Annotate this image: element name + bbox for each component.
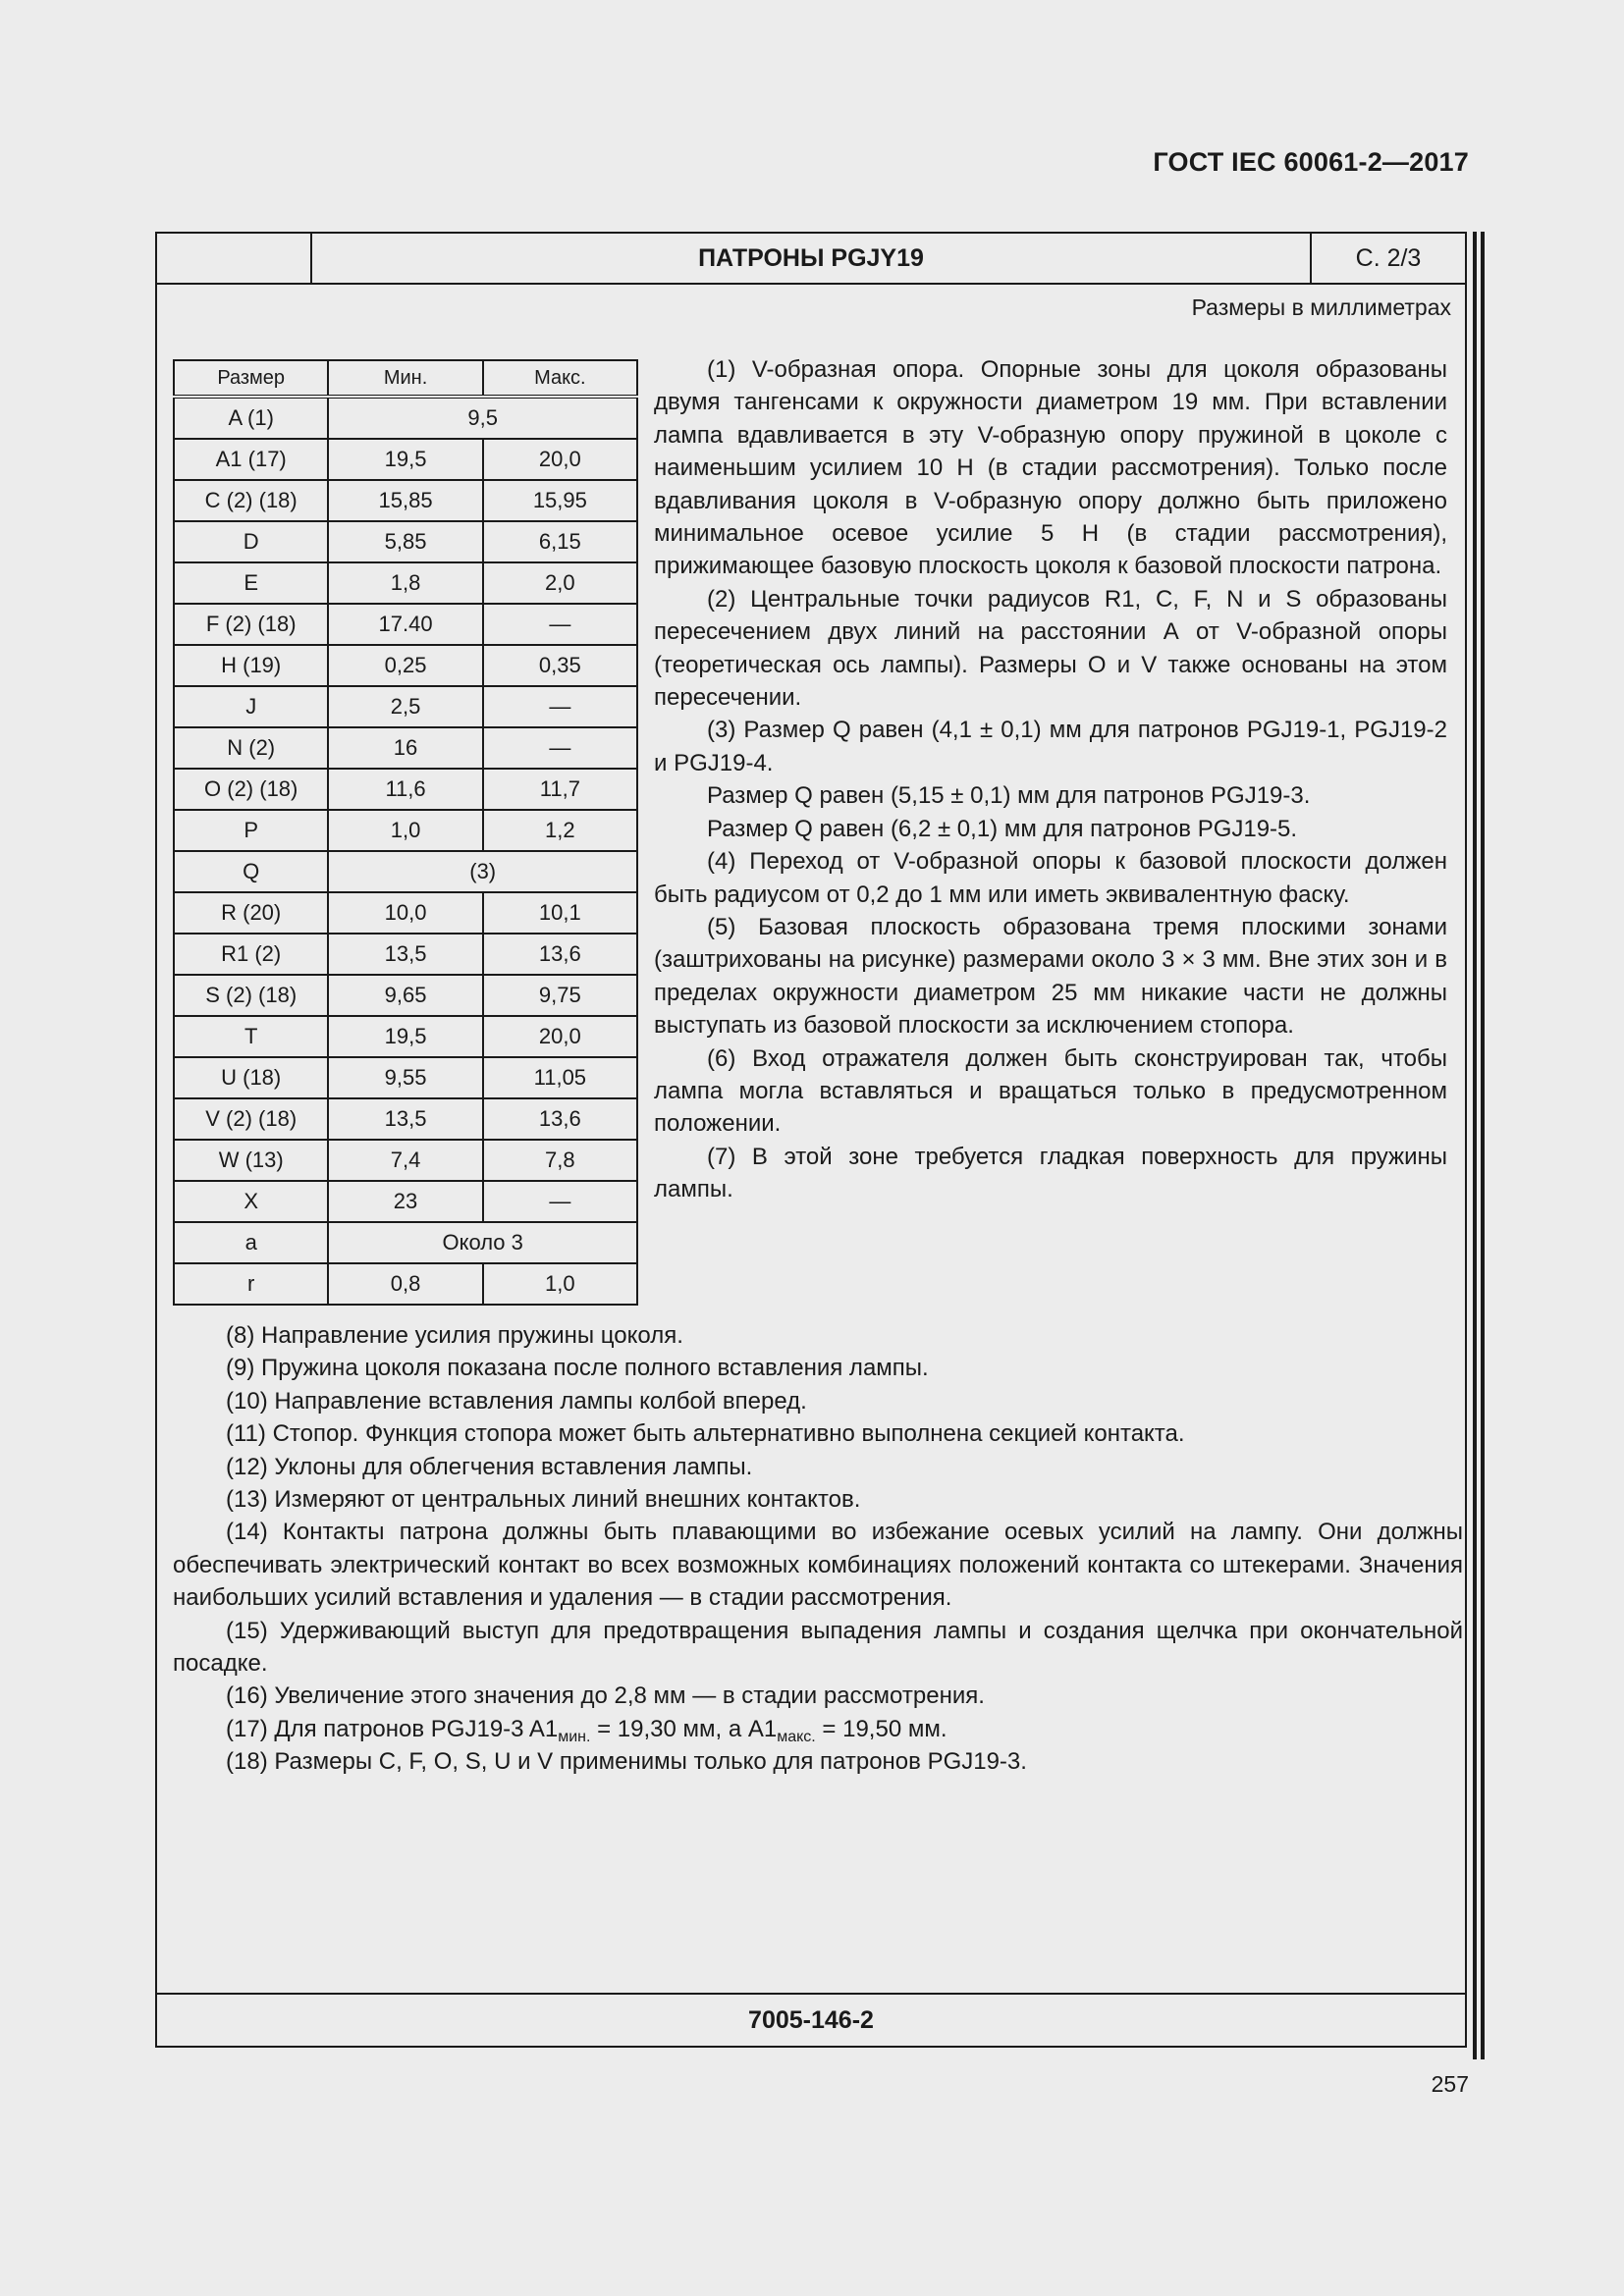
min-value-cell: 17.40 [328, 604, 482, 645]
table-row [174, 1057, 637, 1098]
min-value-cell: 23 [328, 1181, 482, 1222]
page-number: 257 [1431, 2071, 1469, 2097]
table-row [174, 727, 637, 769]
table-row [174, 521, 637, 562]
max-value-cell: — [483, 686, 637, 727]
min-value-cell: 11,6 [328, 769, 482, 810]
note-paragraph: (16) Увеличение этого значения до 2,8 мм — в стадии рассмотрения. [226, 1682, 985, 1710]
table-row [174, 1016, 637, 1057]
note-17: (17) Для патронов PGJ19-3 $A1_{мин.} = 19,30$ мм, а $A1_{макс.} = 19,50$ мм. [226, 1715, 947, 1745]
note-paragraph: (8) Направление усилия пружины цоколя. [226, 1322, 683, 1349]
table-row [174, 1098, 637, 1140]
dimension-name-cell: T [174, 1016, 328, 1057]
dimension-name-cell: A1 (17) [174, 439, 328, 480]
max-value-cell: — [483, 604, 637, 645]
max-value-cell: — [483, 727, 637, 769]
sheet-title: ПАТРОНЫ PGJY19 [698, 244, 924, 272]
notes-bottom-list [173, 1319, 1463, 1713]
table-row [174, 1222, 637, 1263]
min-value-cell: 2,5 [328, 686, 482, 727]
table-row [174, 934, 637, 975]
merged-value-cell: 9,5 [328, 397, 637, 439]
dimension-name-cell: R1 (2) [174, 934, 328, 975]
dimension-name-cell: F (2) (18) [174, 604, 328, 645]
note-paragraph: (3) Размер Q равен (4,1 ± 0,1) мм для патронов PGJ19-1, PGJ19-2 и PGJ19-4. [654, 717, 1447, 776]
max-value-cell: 2,0 [483, 562, 637, 604]
note-paragraph: (14) Контакты патрона должны быть плавающими во избежание осевых усилий на лампу. Они должны обеспечивать электрический контакт во всех возможных комбинациях положений контакта со штекерами. Значения наибольших усилий вставления и удаления — в стадии рассмотрения. [173, 1519, 1463, 1612]
table-row [174, 645, 637, 686]
max-value-cell: 1,2 [483, 810, 637, 851]
header-blank-cell [157, 234, 312, 283]
min-value-cell: 10,0 [328, 892, 482, 934]
table-row [174, 1263, 637, 1305]
max-value-cell: 1,0 [483, 1263, 637, 1305]
column-header: Макс. [483, 360, 637, 397]
dimension-name-cell: a [174, 1222, 328, 1263]
dimension-name-cell: X [174, 1181, 328, 1222]
table-row [174, 975, 637, 1016]
max-value-cell: 13,6 [483, 934, 637, 975]
dimension-name-cell: J [174, 686, 328, 727]
table-row [174, 810, 637, 851]
note-paragraph: (15) Удерживающий выступ для предотвращения выпадения лампы и создания щелчка при окончательной посадке. [173, 1617, 1463, 1678]
sheet-frame [155, 232, 1467, 2048]
sheet-page: С. 2/3 [1310, 234, 1465, 283]
dimension-name-cell: C (2) (18) [174, 480, 328, 521]
max-value-cell: 10,1 [483, 892, 637, 934]
table-row [174, 562, 637, 604]
min-value-cell: 9,55 [328, 1057, 482, 1098]
note-paragraph: (11) Стопор. Функция стопора может быть альтернативно выполнена секцией контакта. [226, 1420, 1185, 1448]
table-row [174, 686, 637, 727]
frame-edge-line [1473, 232, 1477, 2059]
note-paragraph: (12) Уклоны для облегчения вставления лампы. [226, 1453, 753, 1480]
table-body [174, 397, 637, 1305]
table-row [174, 769, 637, 810]
column-header: Размер [174, 360, 328, 397]
sheet-header [157, 234, 1465, 285]
table-row [174, 892, 637, 934]
min-value-cell: 19,5 [328, 1016, 482, 1057]
note-18: (18) Размеры C, F, O, S, U и V применимы только для патронов PGJ19-3. [226, 1748, 1027, 1776]
dimension-name-cell: W (13) [174, 1140, 328, 1181]
max-value-cell: 11,05 [483, 1057, 637, 1098]
note-paragraph: (5) Базовая плоскость образована тремя плоскими зонами (заштрихованы на рисунке) размерами около 3 × 3 мм. Вне этих зон и в пределах окружности диаметром 25 мм никакие части не должны выступать из базовой плоскости за исключением стопора. [654, 913, 1447, 1040]
note-paragraph: (1) V-образная опора. Опорные зоны для цоколя образованы двумя тангенсами к окружности диаметром 19 мм. При вставлении лампа вдавливается в эту V-образную опору пружиной в цоколе с наименьшим усилием 10 Н (в стадии рассмотрения). Только после вдавливания цоколя в V-образную опору должно быть приложено минимальное осевое усилие 5 Н (в стадии рассмотрения), прижимающее базовую плоскость цоколя к базовой плоскости патрона. [654, 356, 1447, 580]
dimension-table [173, 359, 638, 1306]
note-paragraph: (9) Пружина цоколя показана после полного вставления лампы. [226, 1355, 929, 1382]
dimension-name-cell: S (2) (18) [174, 975, 328, 1016]
table-header-row [174, 360, 637, 397]
table-row [174, 480, 637, 521]
merged-value-cell: Около 3 [328, 1222, 637, 1263]
table-row [174, 439, 637, 480]
max-value-cell: 0,35 [483, 645, 637, 686]
min-value-cell: 1,8 [328, 562, 482, 604]
min-value-cell: 7,4 [328, 1140, 482, 1181]
dimension-name-cell: E [174, 562, 328, 604]
dimension-name-cell: D [174, 521, 328, 562]
max-value-cell: 20,0 [483, 439, 637, 480]
min-value-cell: 9,65 [328, 975, 482, 1016]
note-paragraph: (7) В этой зоне требуется гладкая поверхность для пружины лампы. [654, 1143, 1447, 1203]
note-paragraph: Размер Q равен (5,15 ± 0,1) мм для патронов PGJ19-3. [707, 782, 1311, 810]
dimension-name-cell: A (1) [174, 397, 328, 439]
note-paragraph: Размер Q равен (6,2 ± 0,1) мм для патронов PGJ19-5. [707, 815, 1298, 842]
table-row [174, 604, 637, 645]
note-paragraph: (6) Вход отражателя должен быть сконструирован так, чтобы лампа могла вставляться и вращаться только в предусмотренном положении. [654, 1044, 1447, 1138]
dimension-name-cell: U (18) [174, 1057, 328, 1098]
standard-code: ГОСТ IEC 60061-2—2017 [1153, 147, 1469, 177]
table-row [174, 851, 637, 892]
dimension-name-cell: Q [174, 851, 328, 892]
max-value-cell: 13,6 [483, 1098, 637, 1140]
min-value-cell: 13,5 [328, 934, 482, 975]
min-value-cell: 15,85 [328, 480, 482, 521]
min-value-cell: 16 [328, 727, 482, 769]
dimension-name-cell: O (2) (18) [174, 769, 328, 810]
note-paragraph: (2) Центральные точки радиусов R1, C, F, N и S образованы пересечением двух линий на расстоянии А от V-образной опоры (теоретическая ось лампы). Размеры O и V также основаны на этом пересечении. [654, 585, 1447, 712]
max-value-cell: 6,15 [483, 521, 637, 562]
table-row [174, 1140, 637, 1181]
max-value-cell: 7,8 [483, 1140, 637, 1181]
notes-right-column [654, 353, 1447, 1206]
min-value-cell: 5,85 [328, 521, 482, 562]
table-row [174, 1181, 637, 1222]
min-value-cell: 1,0 [328, 810, 482, 851]
max-value-cell: 11,7 [483, 769, 637, 810]
max-value-cell: — [483, 1181, 637, 1222]
min-value-cell: 0,8 [328, 1263, 482, 1305]
notes-bottom [173, 1319, 1463, 1779]
column-header: Мин. [328, 360, 482, 397]
sheet-code: 7005-146-2 [157, 1993, 1465, 2046]
dimension-name-cell: N (2) [174, 727, 328, 769]
note-paragraph: (13) Измеряют от центральных линий внешних контактов. [226, 1486, 861, 1514]
dimension-name-cell: H (19) [174, 645, 328, 686]
dimension-name-cell: P [174, 810, 328, 851]
dimension-name-cell: R (20) [174, 892, 328, 934]
units-note: Размеры в миллиметрах [1191, 294, 1451, 320]
note-paragraph: (4) Переход от V-образной опоры к базовой плоскости должен быть радиусом от 0,2 до 1 мм или иметь эквивалентную фаску. [654, 848, 1447, 908]
min-value-cell: 0,25 [328, 645, 482, 686]
table-row [174, 397, 637, 439]
dimension-name-cell: V (2) (18) [174, 1098, 328, 1140]
dimension-name-cell: r [174, 1263, 328, 1305]
min-value-cell: 13,5 [328, 1098, 482, 1140]
max-value-cell: 9,75 [483, 975, 637, 1016]
note-paragraph: (10) Направление вставления лампы колбой вперед. [226, 1387, 807, 1415]
frame-edge-line [1481, 232, 1485, 2059]
merged-value-cell: (3) [328, 851, 637, 892]
max-value-cell: 20,0 [483, 1016, 637, 1057]
max-value-cell: 15,95 [483, 480, 637, 521]
min-value-cell: 19,5 [328, 439, 482, 480]
